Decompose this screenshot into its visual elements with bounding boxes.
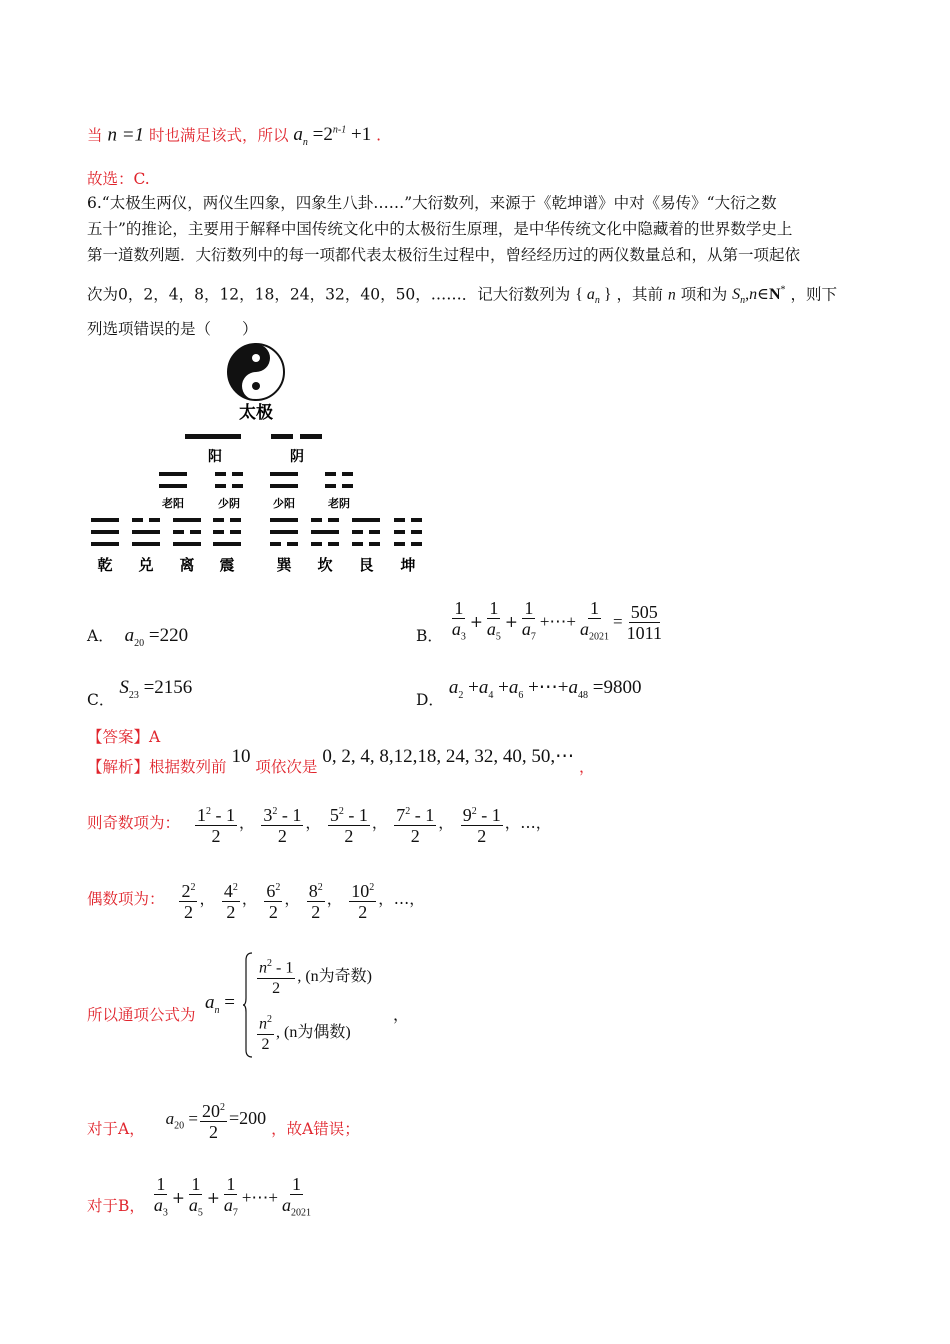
trigram-label: 兑 <box>138 556 154 574</box>
label-yin: 阴 <box>290 449 304 465</box>
option-d[interactable]: D． $a_2 +a_4 +a_6$ $+\cdots+a_{48} =9800$ <box>416 677 642 709</box>
q6-line-1: 6.“太极生两仪，两仪生四象，四象生八卦……”大衍数列，来源于《乾坤谱》中对《易传》“大衍之数 <box>87 194 777 212</box>
option-b[interactable]: B． $\frac{1}{a_3}$ + $\frac{1}{a_5}$ + $\frac{1}{a_7}$ +⋯+ $\frac{1}{a_{2021}}$ = $\frac{505}{1011}$ <box>416 598 662 645</box>
for-b-line: 对于B， $\frac{1}{a_3}$ + $\frac{1}{a_5}$ + $\frac{1}{a_7}$ +⋯+ $\frac{1}{a_{2021}}$ <box>87 1174 312 1219</box>
xiang-label: 少阳 <box>273 497 295 510</box>
taiji-bagua-diagram <box>87 338 432 578</box>
q6-line-4: 次为0，2，4，8，12，18，24，32，40，50，……．记大衍数列为 { $a_n$ } ，其前 n 项和为 $S_n,n\in N^*$ ，则下 <box>87 285 837 307</box>
xiang-label: 少阴 <box>218 497 240 510</box>
eight-trigrams <box>91 518 422 546</box>
odd-terms-line: 则奇数项为： $\frac{1^2 - 1}{2}$ ， $\frac{3^2 - 1}{2}$ ， $\frac{5^2 - 1}{2}$ ， $\frac{7^2 - 1}{2}$ ， $\frac{9^2 - 1}{2}$ ，…， <box>87 800 551 846</box>
label-yang: 阳 <box>208 449 222 465</box>
trigram-label: 巽 <box>276 556 292 574</box>
q6-line-3: 第一道数列题．大衍数列中的每一项都代表太极衍生过程中，曾经经历过的两仪数量总和，从第一项起依 <box>87 246 801 264</box>
xiang-label: 老阴 <box>328 497 350 510</box>
even-terms-line: 偶数项为： $\frac{2^2}{2}$ ， $\frac{4^2}{2}$ ， $\frac{6^2}{2}$ ， $\frac{8^2}{2}$ ， $\frac{10^2}{2}$ ，…， <box>87 876 425 922</box>
for-a-line: 对于A， $a_{20}$ = $\frac{20^2}{2}$ =200 ，故A错误； <box>87 1108 360 1152</box>
math-sn: $S_n,n\in N^*$ <box>732 285 786 307</box>
trigram-label: 离 <box>179 556 195 574</box>
four-xiang <box>159 472 353 488</box>
text-when: 当 <box>87 126 103 145</box>
xiang-label: 老阳 <box>162 497 184 510</box>
math-n-eq-1: n =1 <box>107 124 145 146</box>
trigram-label: 乾 <box>97 556 113 574</box>
q6-line-5: 列选项错误的是（ ） <box>87 320 258 338</box>
trigram-label: 坤 <box>400 556 416 574</box>
text-mid: 时也满足该式，所以 <box>148 126 289 145</box>
label-taiji: 太极 <box>239 403 273 423</box>
conclusion-line: 当 n =1 时也满足该式，所以 $a_n =2^{n-1} +1$ . <box>87 124 382 149</box>
choose-line: 故选：C. <box>87 170 150 188</box>
yin-yang-icon <box>228 344 284 400</box>
math-seq-an: { $a_n$ } <box>575 286 612 307</box>
q6-line-2: 五十”的推论，主要用于解释中国传统文化中的太极衍生原理，是中华传统文化中隐藏着的世界数学史上 <box>87 220 793 238</box>
trigram-label: 坎 <box>317 556 333 574</box>
answer-line: 【答案】A <box>87 728 161 746</box>
general-formula: $a_n$ = $\frac{n^2 - 1}{2}$ , (n为奇数) $\frac{n^2}{2}$ , (n为偶数) ， <box>205 950 405 1060</box>
formula-an: $a_n =2^{n-1} +1$ <box>293 124 372 149</box>
general-label: 所以通项公式为 <box>87 1006 196 1024</box>
analysis-line: 【解析】根据数列前 10 项依次是 0, 2, 4, 8,12,18, 24, 32, 40, 50,⋯ ， <box>87 746 595 776</box>
option-a[interactable]: A． $a_{20} =220$ <box>87 625 189 649</box>
trigram-label: 艮 <box>358 556 374 574</box>
trigram-label: 震 <box>219 556 235 574</box>
option-c[interactable]: C． $S_{23} =2156$ <box>87 677 193 709</box>
